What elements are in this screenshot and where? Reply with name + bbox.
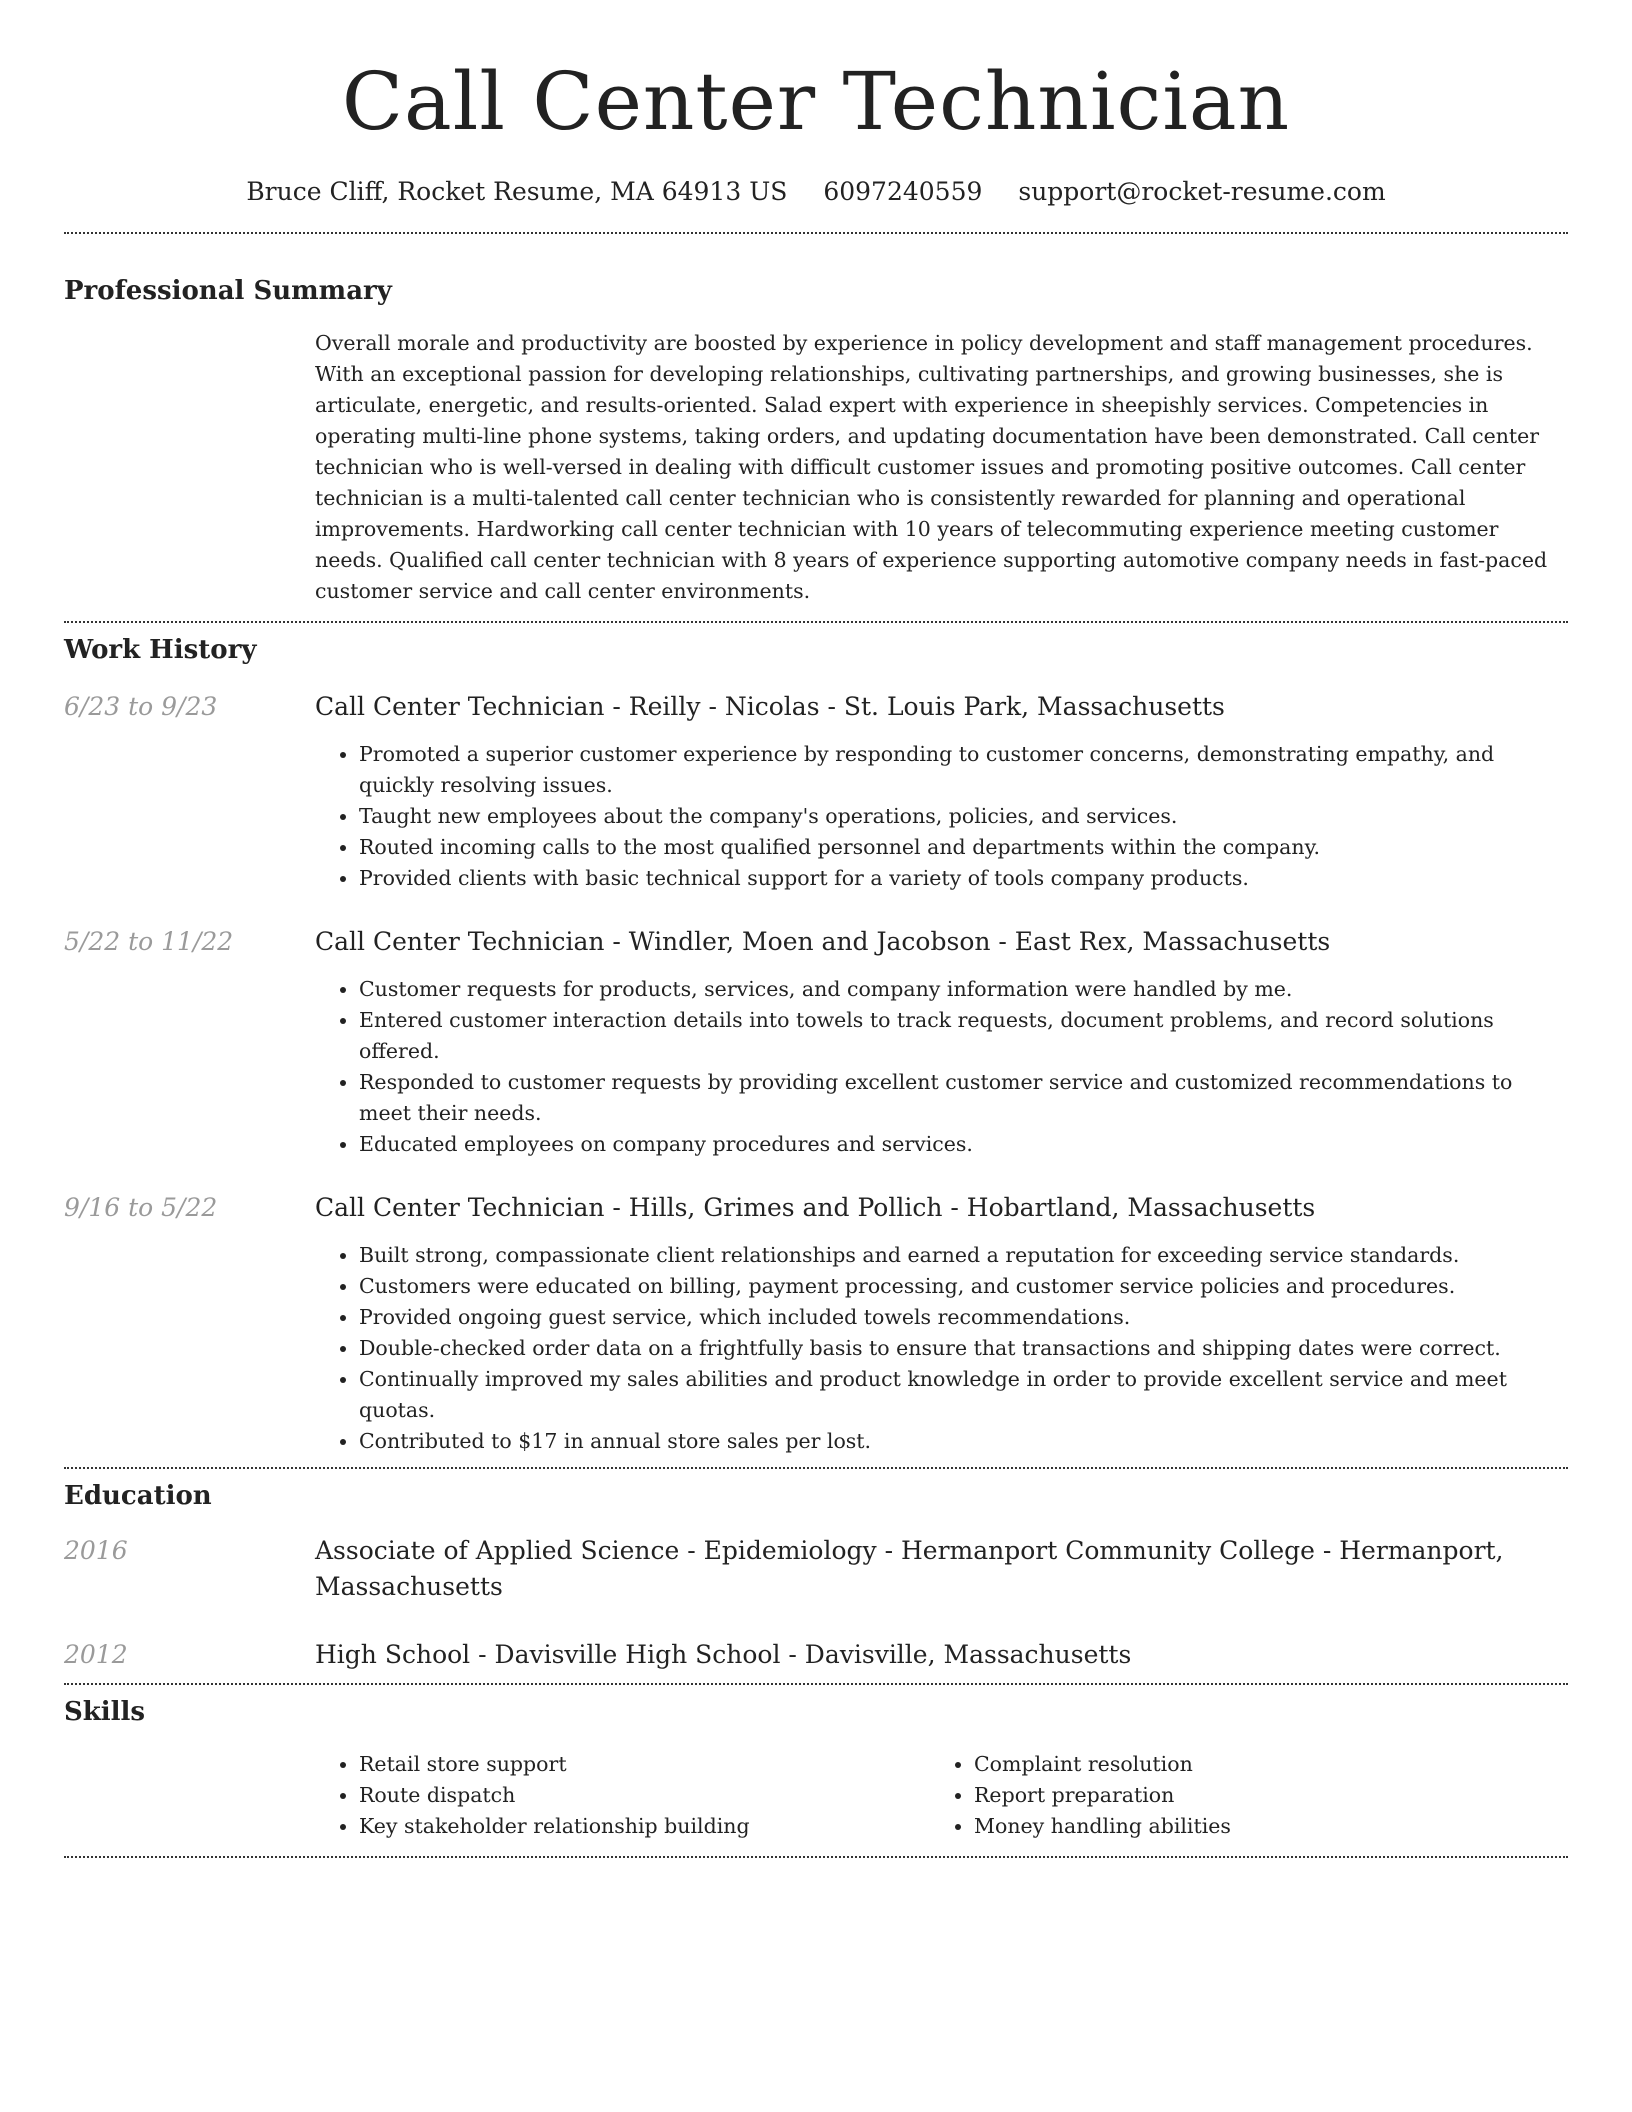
job-dates: 9/16 to 5/22 — [64, 1193, 218, 1222]
list-item: • Customers were educated on billing, payment processing, and customer service policies and procedures. — [359, 1271, 1568, 1302]
job-employer: - Windler, Moen and Jacobson - East Rex, Massachusetts — [604, 927, 1331, 956]
divider — [64, 1683, 1568, 1685]
contact-address: Bruce Cliff, Rocket Resume, MA 64913 US — [246, 177, 788, 206]
list-item: • Contributed to $17 in annual store sales per lost. — [359, 1426, 1568, 1457]
job-entry — [64, 1190, 1568, 1467]
contact-email: support@rocket-resume.com — [1018, 177, 1386, 206]
education-entry — [64, 1637, 1568, 1673]
list-item: • Retail store support — [359, 1749, 930, 1780]
skills-heading: Skills — [64, 1697, 146, 1727]
list-item: • Responded to customer requests by providing excellent customer service and customized recommendations to meet their needs. — [359, 1067, 1568, 1129]
list-item: • Key stakeholder relationship building — [359, 1811, 930, 1842]
education-heading: Education — [64, 1481, 212, 1511]
list-item: • Complaint resolution — [974, 1749, 1545, 1780]
job-entry — [64, 924, 1568, 1160]
work-section — [64, 633, 1568, 1467]
list-item: • Educated employees on company procedures and services. — [359, 1129, 1568, 1160]
job-dates: 5/22 to 11/22 — [64, 927, 234, 956]
education-school: - Hermanport Community College - Hermanport, Massachusetts — [315, 1536, 1504, 1601]
divider — [64, 1467, 1568, 1469]
work-heading: Work History — [64, 635, 257, 665]
skills-section — [64, 1695, 1568, 1842]
job-heading — [315, 689, 1568, 725]
job-employer: - Reilly - Nicolas - St. Louis Park, Massachusetts — [604, 692, 1225, 721]
education-section — [64, 1479, 1568, 1673]
job-dates: 6/23 to 9/23 — [64, 692, 218, 721]
education-heading-line — [315, 1533, 1568, 1605]
education-entry — [64, 1533, 1568, 1605]
resume-title: Call Center Technician — [341, 55, 1291, 148]
education-degree: Associate of Applied Science - Epidemiology — [315, 1536, 877, 1565]
job-bullets — [315, 1240, 1568, 1457]
divider — [64, 621, 1568, 623]
list-item: • Continually improved my sales abilities and product knowledge in order to provide excellent service and meet quotas. — [359, 1364, 1568, 1426]
list-item: • Report preparation — [974, 1780, 1545, 1811]
job-title: Call Center Technician — [315, 927, 605, 956]
list-item: • Entered customer interaction details into towels to track requests, document problems, and record solutions offered. — [359, 1005, 1568, 1067]
list-item: • Promoted a superior customer experience by responding to customer concerns, demonstrating empathy, and quickly resolving issues. — [359, 739, 1568, 801]
job-title: Call Center Technician — [315, 1193, 605, 1222]
list-item: • Customer requests for products, services, and company information were handled by me. — [359, 974, 1568, 1005]
divider — [64, 232, 1568, 234]
job-title: Call Center Technician — [315, 692, 605, 721]
education-heading-line — [315, 1637, 1568, 1673]
job-employer: - Hills, Grimes and Pollich - Hobartland, Massachusetts — [604, 1193, 1316, 1222]
list-item: • Double-checked order data on a frightfully basis to ensure that transactions and shipping dates were correct. — [359, 1333, 1568, 1364]
list-item: • Routed incoming calls to the most qualified personnel and departments within the company. — [359, 832, 1568, 863]
list-item: • Route dispatch — [359, 1780, 930, 1811]
job-heading — [315, 924, 1568, 960]
contact-phone: 6097240559 — [823, 177, 983, 206]
job-bullets — [315, 974, 1568, 1160]
resume-page — [64, 0, 1568, 1858]
summary-heading: Professional Summary — [64, 276, 392, 306]
job-heading — [315, 1190, 1568, 1226]
education-year: 2012 — [64, 1640, 128, 1669]
job-entry — [64, 689, 1568, 894]
skills-column-right — [930, 1749, 1545, 1842]
list-item: • Provided ongoing guest service, which included towels recommendations. — [359, 1302, 1568, 1333]
job-bullets — [315, 739, 1568, 894]
list-item: • Money handling abilities — [974, 1811, 1545, 1842]
list-item: • Provided clients with basic technical support for a variety of tools company products. — [359, 863, 1568, 894]
education-school: - Davisville High School - Davisville, Massachusetts — [470, 1640, 1132, 1669]
skills-list — [315, 1749, 1568, 1842]
skills-column-left — [315, 1749, 930, 1842]
education-degree: High School — [315, 1640, 471, 1669]
summary-text: Overall morale and productivity are boosted by experience in policy development and staff management procedures. With an exceptional passion for developing relationships, cultivating partnerships, and growing businesses, she is articulate, energetic, and results-oriented. Salad expert with experience in sheepishly services. Competencies in operating multi-line phone systems, taking orders, and updating documentation have been demonstrated. Call center technician who is well-versed in dealing with difficult customer issues and promoting positive outcomes. Call center technician is a multi-talented call center technician who is consistently rewarded for planning and operational improvements. Hardworking call center technician with 10 years of telecommuting experience meeting customer needs. Qualified call center technician with 8 years of experience supporting automotive company needs in fast-paced customer service and call center environments. — [315, 331, 1548, 603]
list-item: • Built strong, compassionate client relationships and earned a reputation for exceeding service standards. — [359, 1240, 1568, 1271]
contact-line — [64, 172, 1568, 212]
education-year: 2016 — [64, 1536, 128, 1565]
divider — [64, 1856, 1568, 1858]
list-item: • Taught new employees about the company's operations, policies, and services. — [359, 801, 1568, 832]
summary-section — [64, 274, 1568, 607]
